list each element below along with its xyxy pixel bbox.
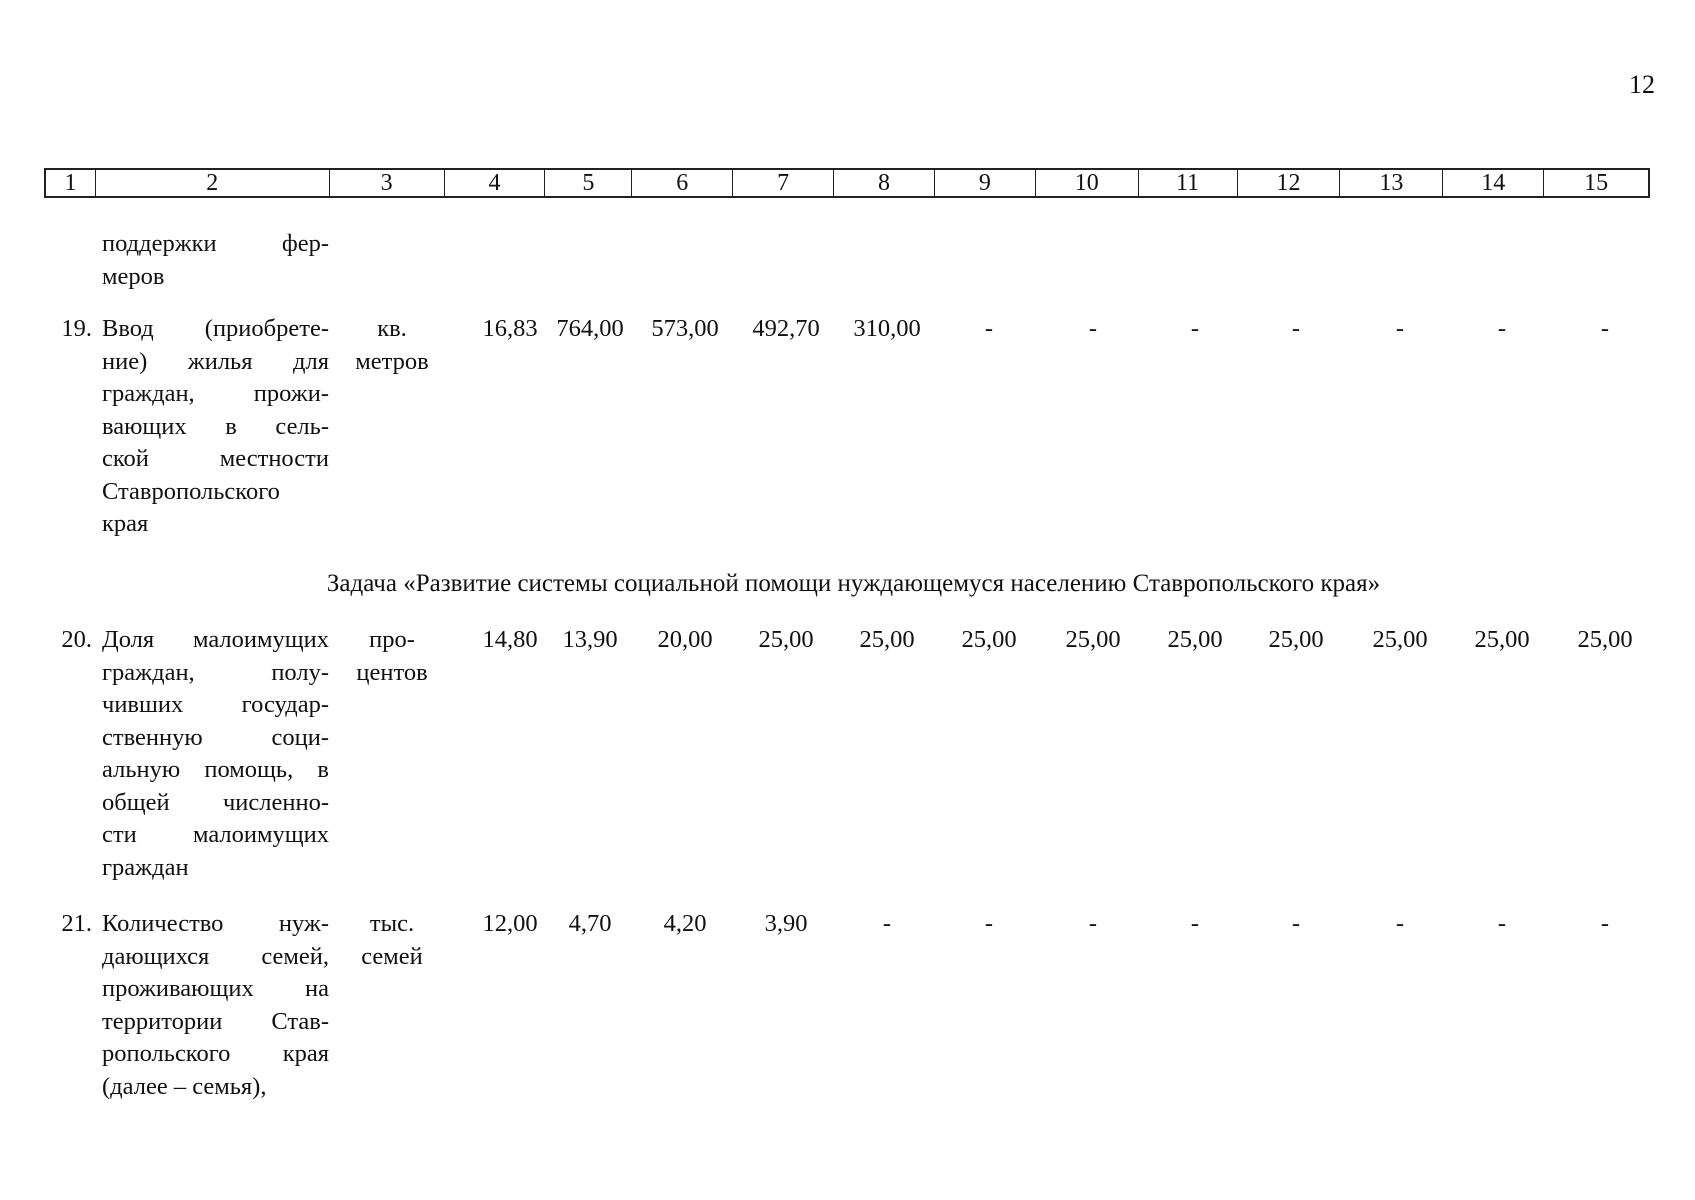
value-cell: 16,83 bbox=[482, 315, 538, 342]
indicator-name bbox=[102, 228, 329, 293]
value-cell: - bbox=[984, 910, 994, 937]
value-cell: 764,00 bbox=[556, 315, 624, 342]
name-line: общей численно- bbox=[102, 788, 329, 816]
name-line: Ввод (приобрете- bbox=[102, 315, 329, 342]
name-line: Ставропольского bbox=[102, 477, 280, 505]
unit-line: метров bbox=[355, 347, 429, 375]
name-line: (далее – семья), bbox=[102, 1072, 267, 1100]
name-line: вающих в сель- bbox=[102, 412, 329, 440]
value-cell: - bbox=[1088, 315, 1098, 342]
value-cell: 4,20 bbox=[663, 910, 707, 937]
value-cell: - bbox=[1190, 315, 1200, 342]
value-cell: 12,00 bbox=[482, 910, 538, 937]
unit-line: кв. bbox=[377, 315, 407, 342]
header-cell: 3 bbox=[330, 170, 445, 196]
value-cell: 492,70 bbox=[752, 315, 820, 342]
value-cell: 310,00 bbox=[853, 315, 921, 342]
header-cell: 12 bbox=[1238, 170, 1341, 196]
value-cell: - bbox=[1497, 315, 1507, 342]
name-line: проживающих на bbox=[102, 975, 329, 1002]
header-cell: 6 bbox=[632, 170, 733, 196]
value-cell: 25,00 bbox=[859, 626, 915, 653]
unit-of-measure bbox=[338, 624, 446, 689]
row-number: 21. bbox=[61, 910, 92, 937]
value-cell: 573,00 bbox=[651, 315, 719, 342]
name-line: ропольского края bbox=[102, 1040, 329, 1067]
unit-line: тыс. bbox=[369, 910, 415, 937]
name-line: альную помощь, в bbox=[102, 756, 329, 783]
value-cell: - bbox=[1497, 910, 1507, 937]
page-number: 12 bbox=[1629, 70, 1655, 99]
name-line: ской местности bbox=[102, 445, 329, 472]
name-line: граждан, прожи- bbox=[102, 380, 329, 407]
header-cell: 13 bbox=[1340, 170, 1443, 196]
header-cell: 7 bbox=[733, 170, 834, 196]
value-cell: - bbox=[1088, 910, 1098, 937]
value-cell: 20,00 bbox=[657, 626, 713, 653]
name-line: края bbox=[102, 510, 149, 537]
value-cell: - bbox=[984, 315, 994, 342]
value-cell: - bbox=[1600, 910, 1610, 937]
value-cell: 25,00 bbox=[1577, 626, 1633, 653]
value-cell: 25,00 bbox=[1474, 626, 1530, 653]
value-cell: 14,80 bbox=[482, 626, 538, 653]
name-line: Доля малоимущих bbox=[102, 626, 329, 653]
unit-of-measure bbox=[338, 908, 446, 973]
value-cell: 25,00 bbox=[1268, 626, 1324, 653]
value-cell: 25,00 bbox=[1372, 626, 1428, 653]
name-line: Количество нуж- bbox=[102, 910, 329, 937]
table-header-row bbox=[44, 168, 1650, 198]
header-cell: 2 bbox=[96, 170, 330, 196]
header-cell: 11 bbox=[1139, 170, 1238, 196]
value-cell: - bbox=[1190, 910, 1200, 937]
name-line: граждан bbox=[102, 853, 189, 881]
value-cell: 3,90 bbox=[764, 910, 808, 937]
header-cell: 8 bbox=[834, 170, 935, 196]
value-cell: - bbox=[1291, 315, 1301, 342]
name-line: ние) жилья для bbox=[102, 347, 329, 375]
row-number: 20. bbox=[61, 626, 92, 653]
name-line: сти малоимущих bbox=[102, 821, 329, 848]
header-cell: 14 bbox=[1443, 170, 1544, 196]
value-cell: 4,70 bbox=[568, 910, 612, 937]
header-cell: 5 bbox=[545, 170, 632, 196]
value-cell: 25,00 bbox=[961, 626, 1017, 653]
unit-line: семей bbox=[361, 942, 423, 970]
value-cell: - bbox=[882, 910, 892, 937]
unit-line: про- bbox=[369, 626, 415, 653]
header-cell: 15 bbox=[1584, 170, 1609, 196]
row-number: 19. bbox=[61, 315, 92, 342]
name-line: чивших государ- bbox=[102, 691, 329, 718]
header-cell: 9 bbox=[935, 170, 1036, 196]
name-line: территории Став- bbox=[102, 1007, 329, 1035]
header-cell: 10 bbox=[1036, 170, 1139, 196]
header-cell: 1 bbox=[46, 170, 96, 196]
indicator-name bbox=[102, 313, 329, 541]
name-line: меров bbox=[102, 262, 165, 290]
value-cell: - bbox=[1395, 315, 1405, 342]
name-line: ственную соци- bbox=[102, 723, 329, 751]
name-line: поддержки фер- bbox=[102, 230, 329, 257]
unit-line: центов bbox=[356, 658, 428, 686]
value-cell: 25,00 bbox=[1065, 626, 1121, 653]
value-cell: - bbox=[1291, 910, 1301, 937]
value-cell: - bbox=[1600, 315, 1610, 342]
indicator-name bbox=[102, 624, 329, 884]
value-cell: - bbox=[1395, 910, 1405, 937]
name-line: дающихся семей, bbox=[102, 942, 329, 970]
name-line: граждан, полу- bbox=[102, 658, 329, 686]
unit-of-measure bbox=[338, 313, 446, 378]
indicator-name bbox=[102, 908, 329, 1103]
value-cell: 25,00 bbox=[1167, 626, 1223, 653]
header-cell: 4 bbox=[445, 170, 546, 196]
value-cell: 25,00 bbox=[758, 626, 814, 653]
task-heading: Задача «Развитие системы социальной помощи нуждающемуся населению Ставропольского края» bbox=[326, 570, 1381, 597]
value-cell: 13,90 bbox=[562, 626, 618, 653]
